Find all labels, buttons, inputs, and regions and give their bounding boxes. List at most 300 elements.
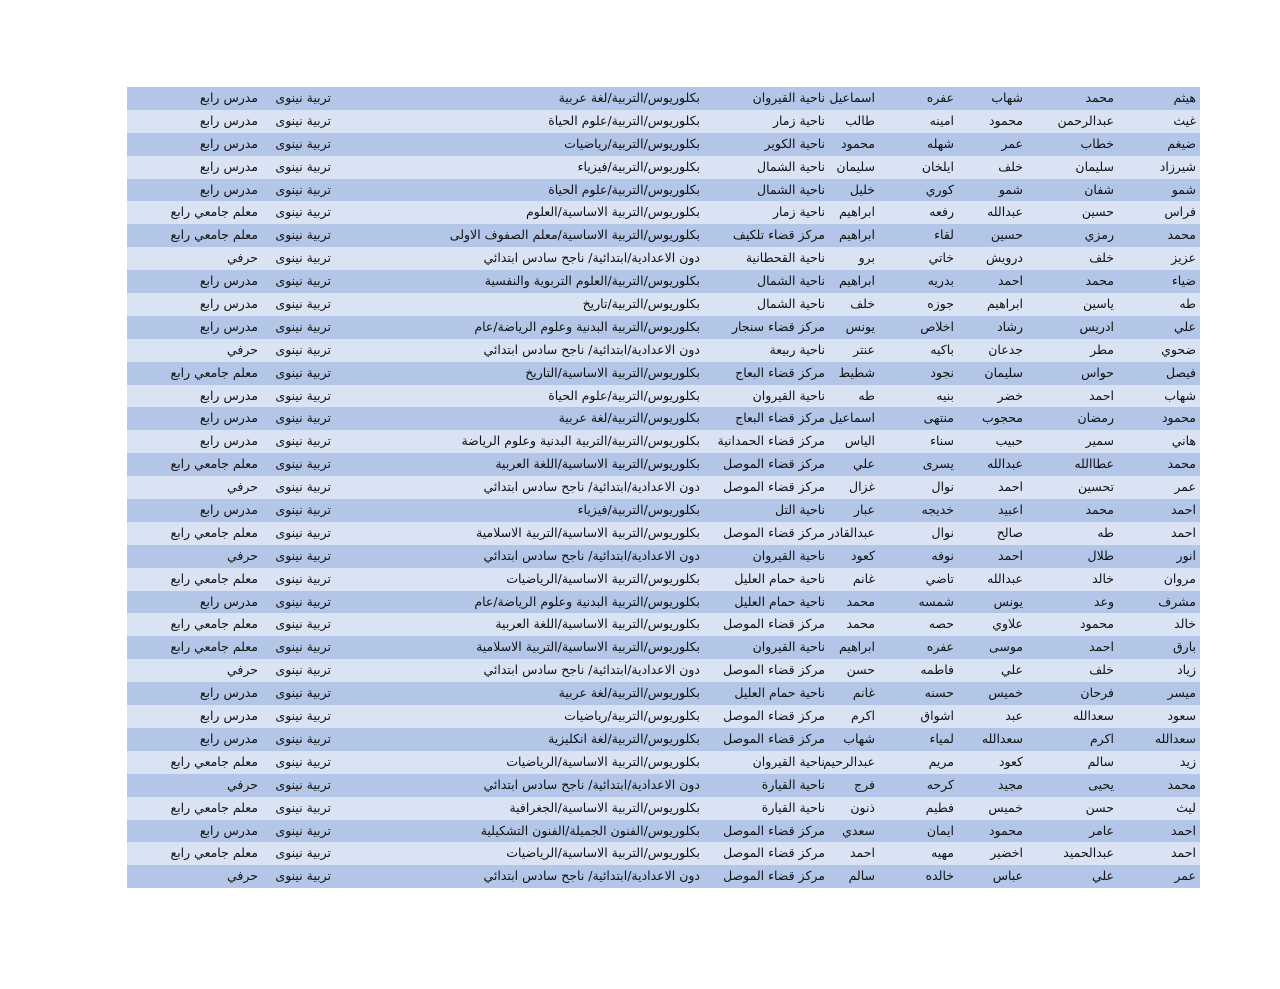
cell-grandfather-name: محمود: [988, 822, 1023, 838]
cell-mother-name: بنيه: [936, 387, 954, 403]
cell-directorate: تربية نينوى: [275, 227, 331, 243]
cell-location: مركز قضاء الموصل: [723, 456, 825, 472]
cell-father-name: فرحان: [1080, 685, 1114, 701]
cell-first-name: ضيغم: [1167, 135, 1196, 151]
cell-qualification: بكلوريوس/التربية الاساسية/الرياضيات: [506, 845, 700, 861]
cell-qualification: بكلوريوس/التربية/رياضيات: [564, 708, 700, 724]
cell-location: ناحية الشمال: [756, 158, 825, 174]
cell-location: ناحية الشمال: [756, 273, 825, 289]
cell-job-title: حرفي: [226, 341, 258, 357]
table-row: [127, 385, 1200, 408]
cell-father-name: ياسين: [1082, 296, 1114, 312]
cell-directorate: تربية نينوى: [275, 502, 331, 518]
cell-father-name: خلف: [1089, 250, 1114, 266]
table-row: [127, 430, 1200, 453]
table-row: [127, 568, 1200, 591]
cell-qualification: بكلوريوس/التربية الاساسية/التربية الاسلامية: [476, 524, 700, 540]
cell-father-name: وعد: [1093, 593, 1114, 609]
cell-job-title: معلم جامعي رابع: [170, 204, 258, 220]
cell-father-name: علي: [1091, 868, 1114, 884]
cell-mother-name: اشواق: [920, 708, 954, 724]
cell-first-name: خالد: [1174, 616, 1196, 632]
cell-directorate: تربية نينوى: [275, 753, 331, 769]
cell-father-name: محمود: [1079, 616, 1114, 632]
cell-grandfather-name: جدعان: [988, 341, 1023, 357]
cell-first-name: بارق: [1172, 639, 1196, 655]
cell-mother-father-name: ذنون: [850, 799, 875, 815]
cell-job-title: حرفي: [226, 868, 258, 884]
table-row: [127, 682, 1200, 705]
cell-job-title: حرفي: [226, 250, 258, 266]
cell-mother-name: رفعه: [929, 204, 954, 220]
cell-father-name: محمد: [1085, 273, 1114, 289]
cell-directorate: تربية نينوى: [275, 181, 331, 197]
cell-job-title: معلم جامعي رابع: [170, 616, 258, 632]
cell-mother-name: شهله: [926, 135, 954, 151]
cell-grandfather-name: كعود: [998, 753, 1023, 769]
table-row: [127, 728, 1200, 751]
cell-mother-father-name: يونس: [845, 318, 875, 334]
cell-mother-name: مريم: [928, 753, 954, 769]
cell-mother-father-name: فرج: [854, 776, 875, 792]
table-row: [127, 545, 1200, 568]
cell-directorate: تربية نينوى: [275, 410, 331, 426]
cell-qualification: بكلوريوس/التربية/لغة انكليزية: [548, 730, 700, 746]
cell-mother-name: ايلخان: [921, 158, 954, 174]
cell-mother-father-name: عبدالقادر: [828, 524, 875, 540]
cell-mother-father-name: ابراهيم: [838, 227, 875, 243]
cell-mother-father-name: اسماعيل: [829, 410, 875, 426]
cell-first-name: ضياء: [1171, 273, 1196, 289]
cell-grandfather-name: عبدالله: [987, 570, 1023, 586]
cell-first-name: زيد: [1179, 753, 1196, 769]
cell-father-name: عطاالله: [1074, 456, 1114, 472]
cell-mother-father-name: خليل: [849, 181, 875, 197]
cell-qualification: بكلوريوس/التربية/تاريخ: [582, 296, 700, 312]
cell-qualification: بكلوريوس/التربية/فيزياء: [577, 502, 700, 518]
cell-job-title: مدرس رابع: [199, 90, 258, 105]
cell-grandfather-name: يونس: [993, 593, 1023, 609]
cell-mother-father-name: علي: [852, 456, 875, 472]
table-row: [127, 201, 1200, 224]
cell-qualification: بكلوريوس/الفنون الجميلة/الفنون التشكيلية: [480, 822, 700, 838]
cell-qualification: دون الاعدادية/ابتدائية/ ناجح سادس ابتدائي: [483, 479, 700, 495]
cell-father-name: خالد: [1092, 570, 1114, 586]
cell-mother-father-name: محمد: [846, 593, 875, 609]
cell-job-title: معلم جامعي رابع: [170, 524, 258, 540]
cell-qualification: بكلوريوس/التربية/لغة عربية: [558, 685, 700, 701]
cell-job-title: حرفي: [226, 479, 258, 495]
cell-job-title: مدرس رابع: [199, 502, 258, 518]
cell-job-title: مدرس رابع: [199, 158, 258, 174]
cell-grandfather-name: عبد: [1005, 708, 1023, 724]
cell-location: ناحية القحطانية: [745, 250, 825, 266]
table-row: [127, 797, 1200, 820]
cell-father-name: رمضان: [1077, 410, 1114, 426]
cell-location: ناحية زمار: [772, 112, 825, 128]
cell-father-name: حسين: [1081, 204, 1114, 220]
cell-location: مركز قضاء الحمدانية: [717, 433, 825, 449]
table-row: [127, 774, 1200, 797]
cell-first-name: ليث: [1176, 799, 1196, 815]
cell-first-name: سعود: [1167, 708, 1196, 724]
table-row: [127, 339, 1200, 362]
cell-first-name: زياد: [1177, 662, 1196, 678]
cell-grandfather-name: حسين: [990, 227, 1023, 243]
table-row: [127, 453, 1200, 476]
cell-location: ناحية الكوير: [764, 135, 825, 151]
table-row: [127, 133, 1200, 156]
cell-directorate: تربية نينوى: [275, 776, 331, 792]
cell-grandfather-name: سليمان: [984, 364, 1023, 380]
cell-qualification: بكلوريوس/التربية/لغة عربية: [558, 90, 700, 105]
cell-grandfather-name: حبيب: [995, 433, 1023, 449]
cell-first-name: عمر: [1174, 479, 1196, 495]
cell-mother-father-name: برو: [858, 250, 875, 266]
cell-first-name: احمد: [1171, 502, 1196, 518]
cell-father-name: محمد: [1085, 90, 1114, 105]
cell-grandfather-name: عباس: [992, 868, 1023, 884]
cell-directorate: تربية نينوى: [275, 616, 331, 632]
table-row: [127, 522, 1200, 545]
cell-father-name: عبدالرحمن: [1058, 112, 1114, 128]
cell-location: ناحية حمام العليل: [734, 685, 825, 701]
cell-job-title: معلم جامعي رابع: [170, 799, 258, 815]
cell-mother-father-name: الياس: [844, 433, 875, 449]
cell-directorate: تربية نينوى: [275, 524, 331, 540]
cell-mother-father-name: ابراهيم: [838, 204, 875, 220]
cell-qualification: دون الاعدادية/ابتدائية/ ناجح سادس ابتدائي: [483, 662, 700, 678]
table-row: [127, 87, 1200, 110]
cell-first-name: طه: [1179, 296, 1196, 312]
cell-location: مركز قضاء تلكيف: [732, 227, 825, 243]
cell-grandfather-name: عبدالله: [987, 204, 1023, 220]
cell-mother-name: لقاء: [934, 227, 954, 243]
table-row: [127, 591, 1200, 614]
cell-job-title: مدرس رابع: [199, 822, 258, 838]
cell-first-name: مروان: [1163, 570, 1196, 586]
cell-mother-name: امينه: [929, 112, 954, 128]
cell-mother-father-name: غانم: [852, 685, 875, 701]
cell-grandfather-name: احمد: [998, 273, 1023, 289]
table-row: [127, 476, 1200, 499]
cell-job-title: معلم جامعي رابع: [170, 570, 258, 586]
cell-job-title: مدرس رابع: [199, 410, 258, 426]
cell-qualification: بكلوريوس/التربية الاساسية/الجغرافية: [509, 799, 700, 815]
cell-mother-father-name: سعدي: [842, 822, 875, 838]
cell-job-title: معلم جامعي رابع: [170, 753, 258, 769]
cell-directorate: تربية نينوى: [275, 822, 331, 838]
cell-job-title: معلم جامعي رابع: [170, 639, 258, 655]
cell-grandfather-name: عمر: [1001, 135, 1023, 151]
cell-job-title: مدرس رابع: [199, 433, 258, 449]
table-row: [127, 270, 1200, 293]
table-row: [127, 110, 1200, 133]
cell-mother-name: نوال: [931, 479, 954, 495]
cell-grandfather-name: مجيد: [997, 776, 1023, 792]
cell-mother-name: تاضي: [925, 570, 954, 586]
cell-qualification: بكلوريوس/التربية الاساسية/الرياضيات: [506, 753, 700, 769]
cell-job-title: مدرس رابع: [199, 387, 258, 403]
cell-mother-name: اخلاص: [920, 318, 954, 334]
cell-qualification: بكلوريوس/التربية الاساسية/اللغة العربية: [495, 616, 700, 632]
cell-job-title: مدرس رابع: [199, 112, 258, 128]
cell-location: ناحية القيروان: [752, 639, 825, 655]
cell-job-title: مدرس رابع: [199, 685, 258, 701]
cell-father-name: سمير: [1085, 433, 1114, 449]
cell-grandfather-name: شهاب: [991, 90, 1023, 105]
cell-mother-name: حسنه: [924, 685, 954, 701]
cell-directorate: تربية نينوى: [275, 387, 331, 403]
table-row: [127, 224, 1200, 247]
cell-mother-father-name: غانم: [852, 570, 875, 586]
cell-mother-name: سناء: [930, 433, 954, 449]
table-row: [127, 613, 1200, 636]
cell-directorate: تربية نينوى: [275, 296, 331, 312]
cell-first-name: فراس: [1164, 204, 1196, 220]
cell-qualification: بكلوريوس/التربية/فيزياء: [577, 158, 700, 174]
cell-grandfather-name: اخضير: [990, 845, 1023, 861]
cell-job-title: مدرس رابع: [199, 593, 258, 609]
cell-father-name: عبدالحميد: [1063, 845, 1114, 861]
cell-qualification: بكلوريوس/التربية البدنية وعلوم الرياضة/عام: [474, 318, 700, 334]
cell-father-name: طه: [1097, 524, 1114, 540]
cell-mother-father-name: ابراهيم: [838, 639, 875, 655]
cell-location: ناحية حمام العليل: [734, 570, 825, 586]
cell-mother-name: عفره: [926, 90, 954, 105]
cell-grandfather-name: خلف: [998, 158, 1023, 174]
cell-grandfather-name: صالح: [996, 524, 1023, 540]
cell-qualification: بكلوريوس/التربية/علوم الحياة: [548, 387, 700, 403]
table-row: [127, 179, 1200, 202]
cell-father-name: شفان: [1084, 181, 1114, 197]
cell-location: مركز قضاء سنجار: [731, 318, 825, 334]
cell-directorate: تربية نينوى: [275, 570, 331, 586]
cell-location: مركز قضاء البعاج: [735, 410, 825, 426]
cell-mother-father-name: محمود: [840, 135, 875, 151]
cell-mother-name: كوري: [925, 181, 954, 197]
cell-mother-name: مهيه: [931, 845, 954, 861]
cell-mother-father-name: احمد: [850, 845, 875, 861]
cell-grandfather-name: عبدالله: [987, 456, 1023, 472]
cell-first-name: ميسر: [1167, 685, 1196, 701]
cell-first-name: شيرزاد: [1159, 158, 1196, 174]
cell-father-name: سليمان: [1075, 158, 1114, 174]
cell-mother-name: يسرى: [922, 456, 954, 472]
cell-location: ناحية القيروان: [752, 753, 825, 769]
cell-father-name: يحيى: [1088, 776, 1114, 792]
cell-mother-name: خالده: [925, 868, 954, 884]
cell-father-name: مطر: [1090, 341, 1114, 357]
cell-grandfather-name: درويش: [985, 250, 1023, 266]
cell-mother-father-name: غزال: [849, 479, 875, 495]
cell-mother-father-name: عبدالرحيم: [823, 753, 875, 769]
cell-grandfather-name: ابراهيم: [986, 296, 1023, 312]
cell-grandfather-name: رشاد: [997, 318, 1023, 334]
table-row: [127, 316, 1200, 339]
cell-mother-father-name: اكرم: [850, 708, 875, 724]
cell-father-name: خطاب: [1080, 135, 1114, 151]
cell-mother-name: عفره: [926, 639, 954, 655]
cell-location: مركز قضاء الموصل: [723, 524, 825, 540]
table-row: [127, 751, 1200, 774]
cell-location: مركز قضاء الموصل: [723, 708, 825, 724]
cell-qualification: بكلوريوس/التربية الاساسية/العلوم: [526, 204, 700, 220]
cell-location: مركز قضاء البعاج: [735, 364, 825, 380]
cell-location: ناحية القيروان: [752, 90, 825, 105]
cell-qualification: بكلوريوس/التربية الاساسية/التربية الاسلامية: [476, 639, 700, 655]
cell-qualification: دون الاعدادية/ابتدائية/ ناجح سادس ابتدائي: [483, 776, 700, 792]
cell-mother-father-name: ابراهيم: [838, 273, 875, 289]
cell-location: مركز قضاء الموصل: [723, 845, 825, 861]
cell-directorate: تربية نينوى: [275, 730, 331, 746]
cell-first-name: شمو: [1171, 181, 1196, 197]
cell-job-title: مدرس رابع: [199, 730, 258, 746]
cell-first-name: فيصل: [1165, 364, 1196, 380]
cell-grandfather-name: احمد: [998, 479, 1023, 495]
cell-job-title: مدرس رابع: [199, 296, 258, 312]
cell-directorate: تربية نينوى: [275, 547, 331, 563]
cell-location: مركز قضاء الموصل: [723, 662, 825, 678]
cell-father-name: حواس: [1081, 364, 1114, 380]
cell-mother-father-name: اسماعيل: [829, 90, 875, 105]
cell-first-name: مشرف: [1158, 593, 1196, 609]
cell-first-name: محمد: [1167, 456, 1196, 472]
cell-father-name: خلف: [1089, 662, 1114, 678]
cell-location: ناحية القيارة: [761, 799, 825, 815]
cell-grandfather-name: خضر: [997, 387, 1023, 403]
cell-directorate: تربية نينوى: [275, 158, 331, 174]
cell-father-name: سالم: [1087, 753, 1114, 769]
cell-directorate: تربية نينوى: [275, 135, 331, 151]
cell-job-title: معلم جامعي رابع: [170, 845, 258, 861]
cell-mother-father-name: سالم: [848, 868, 875, 884]
cell-grandfather-name: احمد: [998, 547, 1023, 563]
cell-father-name: احمد: [1089, 639, 1114, 655]
cell-mother-name: لمياء: [929, 730, 954, 746]
cell-first-name: شهاب: [1164, 387, 1196, 403]
cell-qualification: بكلوريوس/التربية/العلوم التربوية والنفسية: [484, 273, 700, 289]
cell-father-name: تحسين: [1078, 479, 1114, 495]
cell-qualification: دون الاعدادية/ابتدائية/ ناجح سادس ابتدائي: [483, 341, 700, 357]
cell-first-name: عزيز: [1171, 250, 1196, 266]
cell-mother-father-name: طالب: [845, 112, 875, 128]
cell-first-name: محمد: [1167, 227, 1196, 243]
cell-mother-father-name: سليمان: [836, 158, 875, 174]
cell-qualification: دون الاعدادية/ابتدائية/ ناجح سادس ابتدائي: [483, 868, 700, 884]
cell-location: ناحية الشمال: [756, 296, 825, 312]
cell-qualification: بكلوريوس/التربية الاساسية/اللغة العربية: [495, 456, 700, 472]
cell-grandfather-name: موسى: [988, 639, 1023, 655]
cell-father-name: طلال: [1087, 547, 1114, 563]
cell-directorate: تربية نينوى: [275, 112, 331, 128]
cell-mother-father-name: كعود: [850, 547, 875, 563]
cell-location: ناحية القيروان: [752, 547, 825, 563]
cell-grandfather-name: خميس: [988, 685, 1023, 701]
cell-job-title: معلم جامعي رابع: [170, 456, 258, 472]
cell-mother-name: ايمان: [926, 822, 954, 838]
cell-qualification: بكلوريوس/التربية/رياضيات: [564, 135, 700, 151]
cell-first-name: احمد: [1171, 822, 1196, 838]
cell-first-name: غيث: [1173, 112, 1196, 128]
cell-grandfather-name: سعدالله: [981, 730, 1023, 746]
cell-directorate: تربية نينوى: [275, 250, 331, 266]
cell-first-name: سعدالله: [1154, 730, 1196, 746]
cell-father-name: اكرم: [1089, 730, 1114, 746]
cell-mother-father-name: طه: [858, 387, 875, 403]
cell-job-title: معلم جامعي رابع: [170, 364, 258, 380]
cell-qualification: بكلوريوس/التربية/علوم الحياة: [548, 181, 700, 197]
cell-location: ناحية زمار: [772, 204, 825, 220]
cell-qualification: بكلوريوس/التربية البدنية وعلوم الرياضة/عام: [474, 593, 700, 609]
cell-mother-name: بدريه: [927, 273, 954, 289]
cell-first-name: محمد: [1167, 776, 1196, 792]
cell-directorate: تربية نينوى: [275, 364, 331, 380]
cell-qualification: دون الاعدادية/ابتدائية/ ناجح سادس ابتدائي: [483, 547, 700, 563]
cell-directorate: تربية نينوى: [275, 868, 331, 884]
cell-location: مركز قضاء الموصل: [723, 868, 825, 884]
cell-location: مركز قضاء الموصل: [723, 822, 825, 838]
cell-grandfather-name: شمو: [998, 181, 1023, 197]
cell-location: مركز قضاء الموصل: [723, 730, 825, 746]
cell-location: ناحية الشمال: [756, 181, 825, 197]
cell-qualification: دون الاعدادية/ابتدائية/ ناجح سادس ابتدائي: [483, 250, 700, 266]
table-row: [127, 499, 1200, 522]
cell-mother-name: فطيم: [925, 799, 954, 815]
names-table: [127, 87, 1200, 888]
cell-directorate: تربية نينوى: [275, 662, 331, 678]
cell-first-name: احمد: [1171, 845, 1196, 861]
cell-location: ناحية القيارة: [761, 776, 825, 792]
cell-father-name: عامر: [1089, 822, 1114, 838]
table-row: [127, 156, 1200, 179]
cell-mother-name: منتهى: [923, 410, 954, 426]
cell-father-name: حسن: [1085, 799, 1114, 815]
cell-directorate: تربية نينوى: [275, 845, 331, 861]
cell-father-name: محمد: [1085, 502, 1114, 518]
cell-father-name: احمد: [1089, 387, 1114, 403]
cell-mother-name: فاطمه: [920, 662, 954, 678]
cell-grandfather-name: خميس: [988, 799, 1023, 815]
cell-mother-father-name: شهاب: [843, 730, 875, 746]
cell-location: ناحية القيروان: [752, 387, 825, 403]
table-row: [127, 820, 1200, 843]
cell-qualification: بكلوريوس/التربية/التربية البدنية وعلوم الرياضة: [461, 433, 700, 449]
cell-mother-father-name: عبار: [853, 502, 875, 518]
cell-qualification: بكلوريوس/التربية الاساسية/التاريخ: [525, 364, 700, 380]
cell-job-title: مدرس رابع: [199, 318, 258, 334]
cell-first-name: هيثم: [1173, 90, 1196, 105]
cell-mother-name: كرحه: [926, 776, 954, 792]
table-row: [127, 407, 1200, 430]
cell-directorate: تربية نينوى: [275, 433, 331, 449]
cell-mother-father-name: حسن: [846, 662, 875, 678]
cell-mother-name: نوال: [931, 524, 954, 540]
cell-mother-father-name: عنتر: [853, 341, 875, 357]
table-row: [127, 705, 1200, 728]
cell-father-name: سعدالله: [1072, 708, 1114, 724]
cell-directorate: تربية نينوى: [275, 456, 331, 472]
cell-qualification: بكلوريوس/التربية الاساسية/الرياضيات: [506, 570, 700, 586]
table-row: [127, 636, 1200, 659]
cell-first-name: هاني: [1171, 433, 1196, 449]
cell-mother-name: حصه: [928, 616, 954, 632]
cell-location: مركز قضاء الموصل: [723, 616, 825, 632]
cell-mother-name: جوزه: [927, 296, 954, 312]
cell-job-title: معلم جامعي رابع: [170, 227, 258, 243]
cell-first-name: علي: [1173, 318, 1196, 334]
cell-directorate: تربية نينوى: [275, 685, 331, 701]
